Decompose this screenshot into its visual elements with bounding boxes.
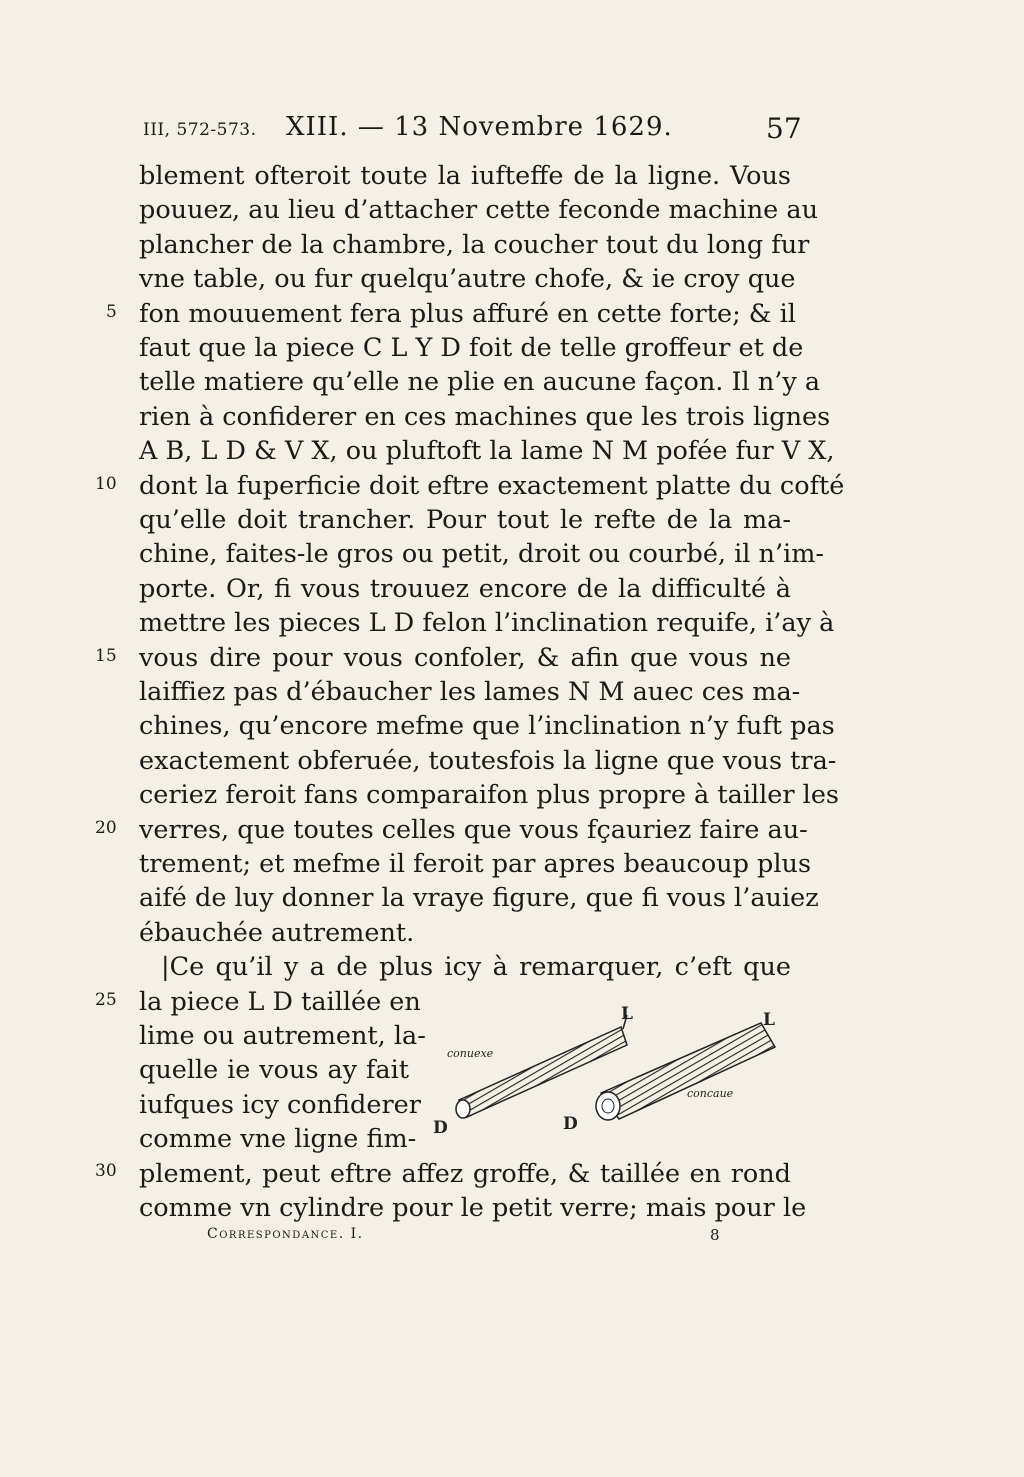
text-line: plement, peut eftre affez groffe, & taillée en rond — [139, 1158, 791, 1189]
text-line: iufques icy confiderer — [139, 1089, 421, 1120]
line-number: 10 — [95, 474, 117, 494]
footer-title: Correspondance. I. — [207, 1226, 364, 1242]
text-line: vne table, ou fur quelqu’autre chofe, & ie croy que — [139, 264, 796, 295]
text-line: exactement obferuée, toutesfois la ligne que vous tra- — [139, 745, 837, 776]
text-line: qu’elle doit trancher. Pour tout le refte de la ma- — [139, 505, 791, 535]
text-line: dont la fuperficie doit eftre exactement platte du cofté — [139, 470, 845, 501]
figure-label-right-L: L — [763, 1010, 775, 1030]
text-line: verres, que toutes celles que vous fçauriez faire au- — [139, 814, 808, 845]
text-line: lime ou autrement, la- — [139, 1021, 426, 1051]
text-line: ceriez feroit fans comparaifon plus propre à tailler les — [139, 780, 840, 811]
figure-caption-right: concaue — [687, 1087, 734, 1100]
text-line: chines, qu’encore mefme que l’inclination n’y fuft pas — [139, 711, 835, 742]
text-line: quelle ie vous ay fait — [139, 1055, 409, 1086]
text-line: aifé de luy donner la vraye figure, que fi vous l’auiez — [139, 883, 819, 914]
line-number: 25 — [95, 990, 117, 1010]
text-line: rien à confiderer en ces machines que les trois lignes — [139, 401, 831, 432]
page-number: 57 — [766, 112, 802, 145]
engraving-figure — [423, 1005, 795, 1145]
text-line: porte. Or, fi vous trouuez encore de la difficulté à — [139, 573, 791, 604]
page-footer — [0, 1226, 1024, 1250]
text-line: faut que la piece C L Y D foit de telle groffeur et de — [139, 333, 804, 363]
text-line: comme vn cylindre pour le petit verre; mais pour le — [139, 1193, 807, 1223]
text-line: pouuez, au lieu d’attacher cette feconde machine au — [139, 195, 818, 226]
text-line: mettre les pieces L D felon l’inclination requife, i’ay à — [139, 608, 835, 639]
text-line: comme vne ligne fim- — [139, 1124, 417, 1155]
figure-label-left-L: L — [621, 1005, 633, 1024]
line-number: 15 — [95, 646, 117, 666]
text-line: fon mouuement fera plus affuré en cette forte; & il — [139, 298, 796, 329]
text-line: A B, L D & V X, ou pluftoft la lame N M pofée fur V X, — [139, 436, 835, 467]
cylinders-illustration — [423, 1005, 795, 1145]
text-line: la piece L D taillée en — [139, 986, 421, 1017]
figure-label-left-D: D — [433, 1118, 448, 1138]
header-reference: III, 572-573. — [143, 120, 257, 140]
figure-label-right-D: D — [563, 1114, 578, 1134]
text-line: laiffiez pas d’ébaucher les lames N M auec ces ma- — [139, 677, 801, 707]
text-line: chine, faites-le gros ou petit, droit ou courbé, il n’im- — [139, 539, 825, 570]
signature-mark: 8 — [710, 1226, 720, 1244]
line-number: 5 — [106, 302, 117, 322]
running-header — [0, 112, 1024, 152]
text-line: telle matiere qu’elle ne plie en aucune façon. Il n’y a — [139, 367, 821, 398]
text-line: blement ofteroit toute la iufteffe de la ligne. Vous — [139, 161, 791, 191]
line-number: 30 — [95, 1161, 117, 1181]
text-line: |Ce qu’il y a de plus icy à remarquer, c’eft que — [161, 952, 791, 983]
header-title: XIII. — 13 Novembre 1629. — [286, 112, 673, 142]
figure-caption-left: conuexe — [447, 1047, 494, 1060]
line-number: 20 — [95, 818, 117, 838]
text-line: trement; et mefme il feroit par apres beaucoup plus — [139, 849, 812, 879]
text-line: vous dire pour vous confoler, & afin que vous ne — [139, 642, 791, 673]
text-line: ébauchée autrement. — [139, 917, 415, 948]
text-line: plancher de la chambre, la coucher tout du long fur — [139, 229, 810, 260]
